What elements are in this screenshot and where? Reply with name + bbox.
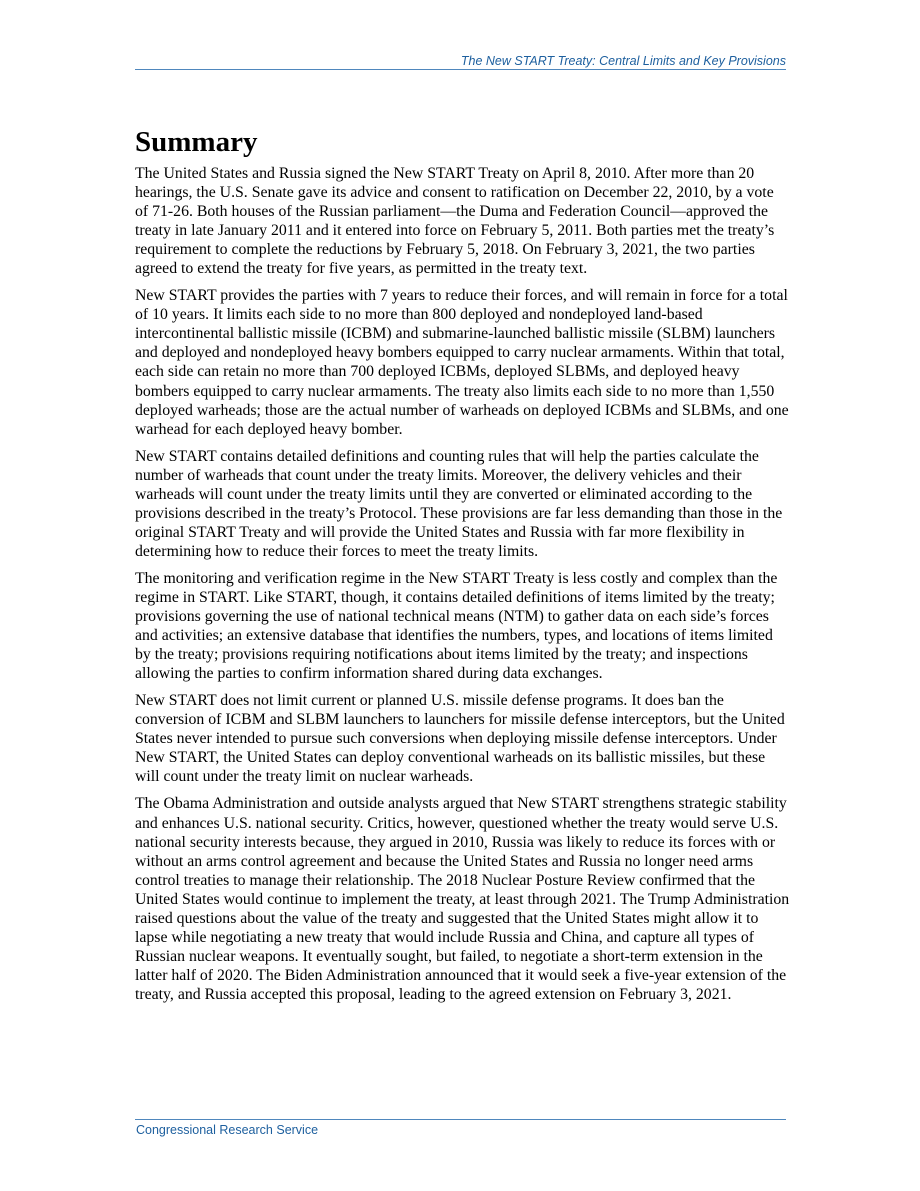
header-divider	[135, 69, 786, 70]
summary-paragraph: The United States and Russia signed the New START Treaty on April 8, 2010. After more than 20 hearings, the U.S. Senate gave its advice and consent to ratification on December 22, 2010, by a vote of 71-26. Both houses of the Russian parliament—the Duma and Federation Council—approved the treaty in late January 2011 and it entered into force on February 5, 2011. Both parties met the treaty’s requirement to complete the reductions by February 5, 2018. On February 3, 2021, the two parties agreed to extend the treaty for five years, as permitted in the treaty text.	[135, 165, 775, 278]
footer-divider	[135, 1119, 786, 1120]
summary-section	[135, 124, 790, 1012]
footer-publisher: Congressional Research Service	[136, 1123, 319, 1137]
section-title: Summary	[135, 126, 258, 158]
summary-paragraph: New START provides the parties with 7 years to reduce their forces, and will remain in force for a total of 10 years. It limits each side to no more than 800 deployed and nondeployed land-based intercontinental ballistic missile (ICBM) and submarine-launched ballistic missile (SLBM) launchers and deployed and nondeployed heavy bombers equipped to carry nuclear armaments. Within that total, each side can retain no more than 700 deployed ICBMs, deployed SLBMs, and deployed heavy bombers equipped to carry nuclear armaments. The treaty also limits each side to no more than 1,550 deployed warheads; those are the actual number of warheads on deployed ICBMs and SLBMs, and one warhead for each deployed heavy bomber.	[135, 287, 789, 438]
summary-paragraph: The monitoring and verification regime in the New START Treaty is less costly and complex than the regime in START. Like START, though, it contains detailed definitions of items limited by the treaty; provisions governing the use of national technical means (NTM) to gather data on each side’s forces and activities; an extensive database that identifies the numbers, types, and locations of items limited by the treaty; provisions requiring notifications about items limited by the treaty; and inspections allowing the parties to confirm information shared during data exchanges.	[135, 569, 778, 683]
summary-paragraph: New START contains detailed definitions and counting rules that will help the parties calculate the number of warheads that count under the treaty limits. Moreover, the delivery vehicles and their warheads will count under the treaty limits until they are converted or eliminated according to the provisions described in the treaty’s Protocol. These provisions are far less demanding than those in the original START Treaty and will provide the United States and Russia with far more flexibility in determining how to reduce their forces to meet the treaty limits.	[135, 447, 783, 560]
summary-paragraph: New START does not limit current or planned U.S. missile defense programs. It does ban the conversion of ICBM and SLBM launchers to launchers for missile defense interceptors, but the United States never intended to pursue such conversions when deploying missile defense interceptors. Under New START, the United States can deploy conventional warheads on its ballistic missiles, but these will count under the treaty limit on nuclear warheads.	[135, 692, 785, 786]
summary-paragraph: The Obama Administration and outside analysts argued that New START strengthens strategic stability and enhances U.S. national security. Critics, however, questioned whether the treaty would serve U.S. national security interests because, they argued in 2010, Russia was likely to reduce its forces with or without an arms control agreement and because the United States and Russia no longer need arms control treaties to manage their relationship. The 2018 Nuclear Posture Review confirmed that the United States would continue to implement the treaty, at least through 2021. The Trump Administration raised questions about the value of the treaty and suggested that the United States might allow it to lapse while negotiating a new treaty that would include Russia and China, and capture all types of Russian nuclear weapons. It eventually sought, but failed, to negotiate a short-term extension in the latter half of 2020. The Biden Administration announced that it would seek a five-year extension of the treaty, and Russia accepted this proposal, leading to the agreed extension on February 3, 2021.	[135, 795, 790, 1003]
running-header-title: The New START Treaty: Central Limits and Key Provisions	[460, 54, 786, 68]
